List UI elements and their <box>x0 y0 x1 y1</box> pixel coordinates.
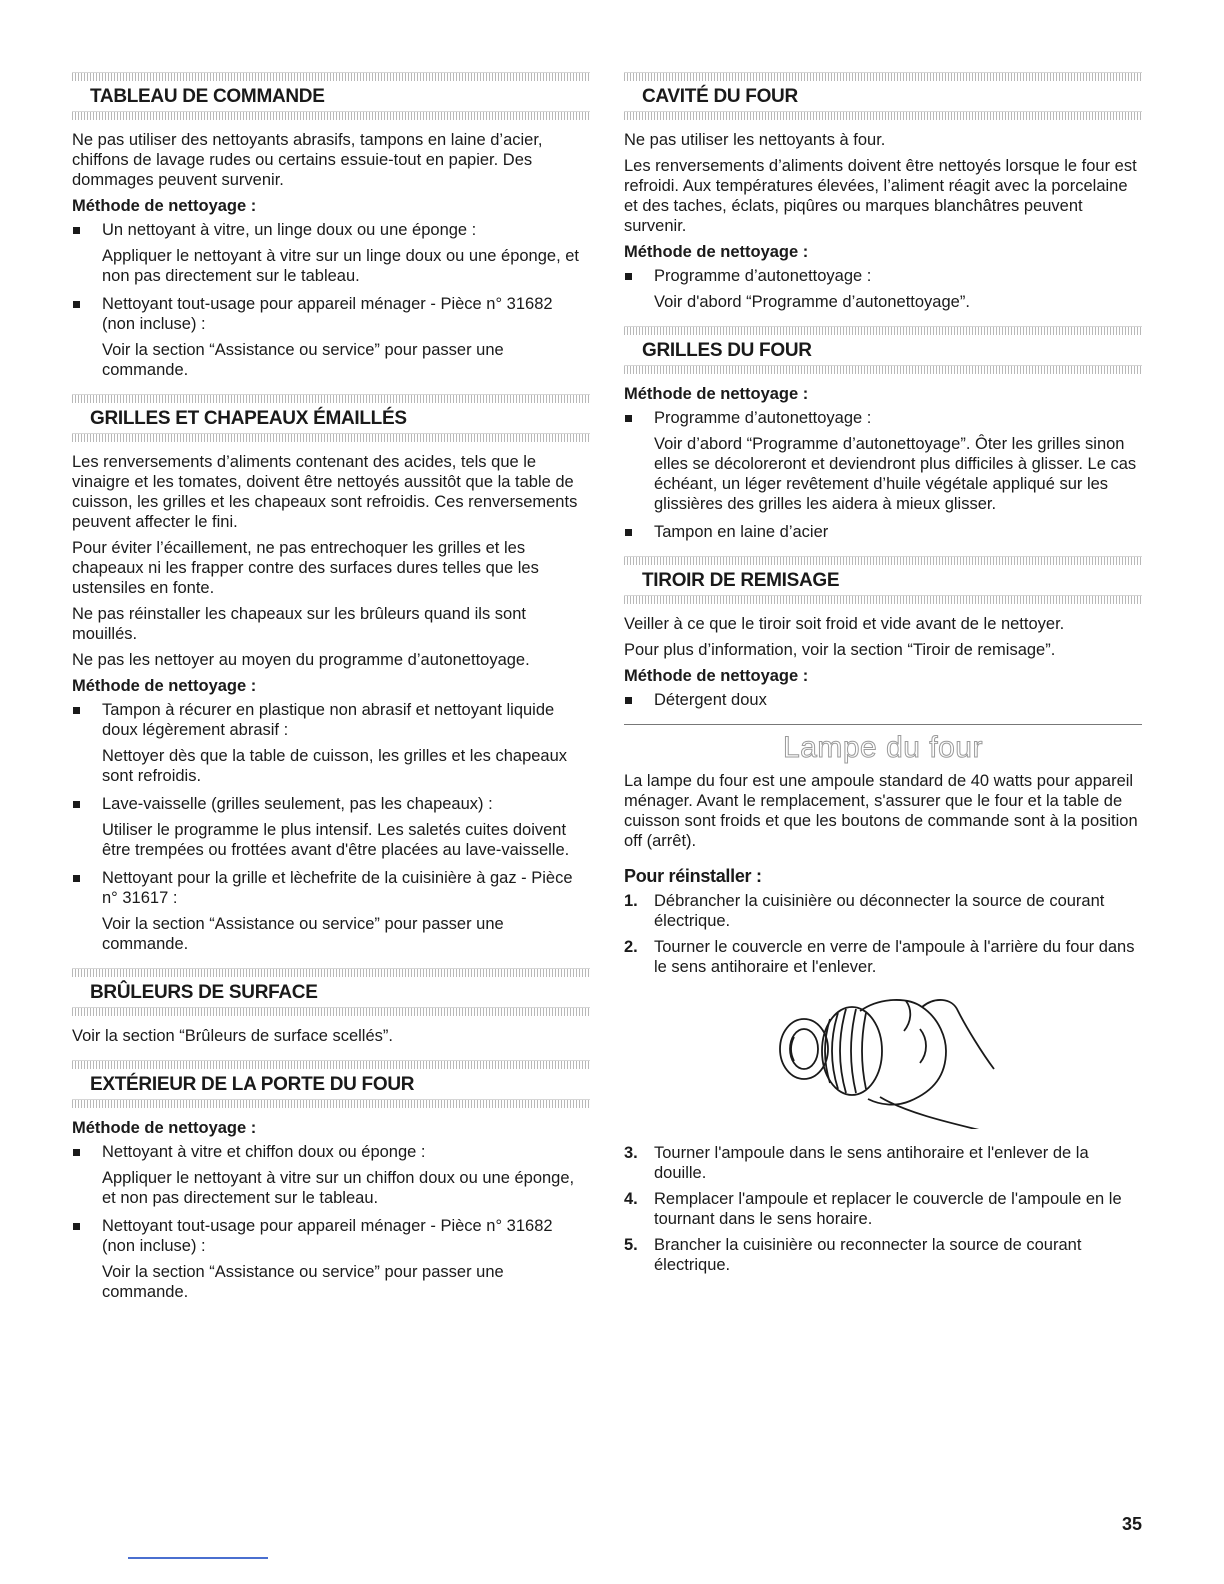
paragraph: Veiller à ce que le tiroir soit froid et vide avant de le nettoyer. <box>624 615 1065 633</box>
glass-cover-icon <box>822 1007 882 1095</box>
method-label: Méthode de nettoyage : <box>72 677 257 695</box>
list-item: Nettoyant tout-usage pour appareil ménager - Pièce n° 31682 (non incluse) : <box>72 294 590 334</box>
list-item: Nettoyant à vitre et chiffon doux ou éponge : <box>72 1142 590 1162</box>
right-column <box>624 72 1142 1281</box>
section-header <box>72 72 590 120</box>
list-item: Tampon en laine d’acier <box>624 522 1142 542</box>
section-tiroir-de-remisage <box>624 556 1142 710</box>
list-item: Programme d’autonettoyage : <box>624 408 1142 428</box>
section-title: TIROIR DE REMISAGE <box>642 570 840 591</box>
header-band-bottom <box>72 1007 590 1016</box>
paragraph: Les renversements d’aliments doivent être nettoyés lorsque le four est refroidi. Aux températures élevées, l’aliment réagit avec la porcelaine et des taches, éclats, piqûres ou marques blanchâtres peuvent survenir. <box>624 157 1137 235</box>
section-header <box>624 556 1142 604</box>
paragraph: Voir la section “Brûleurs de surface scellés”. <box>72 1027 393 1045</box>
divider <box>624 724 1142 725</box>
item-detail: Voir d’abord “Programme d’autonettoyage”. Ôter les grilles sinon elles se décoloreront et deviendront plus difficiles à glisser. Le cas échéant, un léger revêtement d’huile végétale appliqué sur les glissières des grilles les aidera à mieux glisser. <box>654 435 1137 513</box>
bullet-icon <box>72 294 102 314</box>
method-label: Méthode de nettoyage : <box>72 1119 257 1137</box>
item-detail: Voir la section “Assistance ou service” pour passer une commande. <box>102 341 504 379</box>
section-bruleurs-de-surface <box>72 968 590 1046</box>
step-item: 4. Remplacer l'ampoule et replacer le couvercle de l'ampoule en le tournant dans le sens horaire. <box>624 1190 1122 1228</box>
method-label: Méthode de nettoyage : <box>72 197 257 215</box>
section-header <box>72 1060 590 1108</box>
paragraph: Ne pas utiliser des nettoyants abrasifs, tampons en laine d’acier, chiffons de lavage rudes ou certains essuie-tout en papier. Des dommages peuvent survenir. <box>72 131 543 189</box>
section-grilles-et-chapeaux <box>72 394 590 954</box>
lamp-section-title: Lampe du four <box>783 731 983 764</box>
step-item: 2. Tourner le couvercle en verre de l'ampoule à l'arrière du four dans le sens antihoraire et l'enlever. <box>624 938 1135 976</box>
subheading: Pour réinstaller : <box>624 866 762 886</box>
bullet-icon <box>624 522 654 542</box>
bullet-icon <box>72 700 102 720</box>
lamp-cover-illustration <box>624 989 1142 1129</box>
bullet-icon <box>72 794 102 814</box>
header-band-top <box>624 326 1142 335</box>
header-band-top <box>624 72 1142 81</box>
section-header <box>72 968 590 1016</box>
section-title: GRILLES ET CHAPEAUX ÉMAILLÉS <box>90 408 407 429</box>
bullet-icon <box>72 220 102 240</box>
bullet-icon <box>624 408 654 428</box>
section-exterieur-porte <box>72 1060 590 1302</box>
light-socket-icon <box>780 1019 828 1079</box>
bullet-icon <box>624 266 654 286</box>
section-title: BRÛLEURS DE SURFACE <box>90 982 318 1003</box>
section-title: GRILLES DU FOUR <box>642 340 812 361</box>
method-label: Méthode de nettoyage : <box>624 385 809 403</box>
section-header <box>624 326 1142 374</box>
header-band-bottom <box>624 365 1142 374</box>
list-item: Détergent doux <box>624 690 1142 710</box>
list-item: Lave-vaisselle (grilles seulement, pas les chapeaux) : <box>72 794 590 814</box>
list-item: Programme d’autonettoyage : <box>624 266 1142 286</box>
section-header <box>72 394 590 442</box>
paragraph: La lampe du four est une ampoule standard de 40 watts pour appareil ménager. Avant le remplacement, s'assurer que le four et la table de cuisson sont froids et que les boutons de commande sont à la position off (arrêt). <box>624 772 1138 850</box>
bullet-icon <box>72 868 102 888</box>
list-item: Un nettoyant à vitre, un linge doux ou une éponge : <box>72 220 590 240</box>
footer-divider <box>128 1557 268 1559</box>
bullet-icon <box>624 690 654 710</box>
section-header <box>624 72 1142 120</box>
header-band-top <box>72 1060 590 1069</box>
section-tableau-de-commande <box>72 72 590 380</box>
list-item: Nettoyant pour la grille et lèchefrite de la cuisinière à gaz - Pièce n° 31617 : <box>72 868 590 908</box>
header-band-top <box>624 556 1142 565</box>
paragraph: Ne pas utiliser les nettoyants à four. <box>624 131 886 149</box>
item-detail: Voir la section “Assistance ou service” pour passer une commande. <box>102 1263 504 1301</box>
item-detail: Nettoyer dès que la table de cuisson, les grilles et les chapeaux sont refroidis. <box>102 747 568 785</box>
header-band-top <box>72 72 590 81</box>
item-detail: Appliquer le nettoyant à vitre sur un chiffon doux ou une éponge, et non pas directement sur le tableau. <box>102 1169 575 1207</box>
bullet-icon <box>72 1216 102 1236</box>
item-detail: Voir la section “Assistance ou service” pour passer une commande. <box>102 915 504 953</box>
left-column <box>72 72 590 1316</box>
header-band-top <box>72 968 590 977</box>
section-grilles-du-four <box>624 326 1142 542</box>
paragraph: Ne pas réinstaller les chapeaux sur les brûleurs quand ils sont mouillés. <box>72 605 526 643</box>
method-label: Méthode de nettoyage : <box>624 243 809 261</box>
step-item: 1. Débrancher la cuisinière ou déconnecter la source de courant électrique. <box>624 892 1105 930</box>
bullet-icon <box>72 1142 102 1162</box>
header-band-bottom <box>72 1099 590 1108</box>
list-item: Nettoyant tout-usage pour appareil ménager - Pièce n° 31682 (non incluse) : <box>72 1216 590 1256</box>
section-title: TABLEAU DE COMMANDE <box>90 86 325 107</box>
paragraph: Pour éviter l’écaillement, ne pas entrechoquer les grilles et les chapeaux ni les frapper contre des surfaces dures telles que les ustensiles en fonte. <box>72 539 539 597</box>
section-title: EXTÉRIEUR DE LA PORTE DU FOUR <box>90 1074 415 1095</box>
header-band-top <box>72 394 590 403</box>
method-label: Méthode de nettoyage : <box>624 667 809 685</box>
step-item: 3. Tourner l'ampoule dans le sens antihoraire et l'enlever de la douille. <box>624 1144 1089 1182</box>
header-band-bottom <box>624 595 1142 604</box>
header-band-bottom <box>72 111 590 120</box>
section-lampe-du-four <box>624 724 1142 1275</box>
item-detail: Voir d'abord “Programme d’autonettoyage”. <box>654 293 970 311</box>
paragraph: Ne pas les nettoyer au moyen du programme d’autonettoyage. <box>72 651 530 669</box>
section-title: CAVITÉ DU FOUR <box>642 86 798 107</box>
list-item: Tampon à récurer en plastique non abrasif et nettoyant liquide doux légèrement abrasif : <box>72 700 590 740</box>
section-cavite-du-four <box>624 72 1142 312</box>
page-number: 35 <box>1121 1514 1142 1534</box>
paragraph: Pour plus d’information, voir la section “Tiroir de remisage”. <box>624 641 1056 659</box>
item-detail: Utiliser le programme le plus intensif. Les saletés cuites doivent être trempées ou frottées avant d'être placées au lave-vaisselle. <box>102 821 570 859</box>
step-item: 5. Brancher la cuisinière ou reconnecter la source de courant électrique. <box>624 1236 1082 1274</box>
item-detail: Appliquer le nettoyant à vitre sur un linge doux ou une éponge, et non pas directement sur le tableau. <box>102 247 580 285</box>
paragraph: Les renversements d’aliments contenant des acides, tels que le vinaigre et les tomates, doivent être nettoyés aussitôt que la table de cuisson, les grilles et les chapeaux sont refroidis. Ces renversements peuvent affecter le fini. <box>72 453 578 531</box>
header-band-bottom <box>72 433 590 442</box>
hand-icon <box>860 1000 946 1105</box>
header-band-bottom <box>624 111 1142 120</box>
